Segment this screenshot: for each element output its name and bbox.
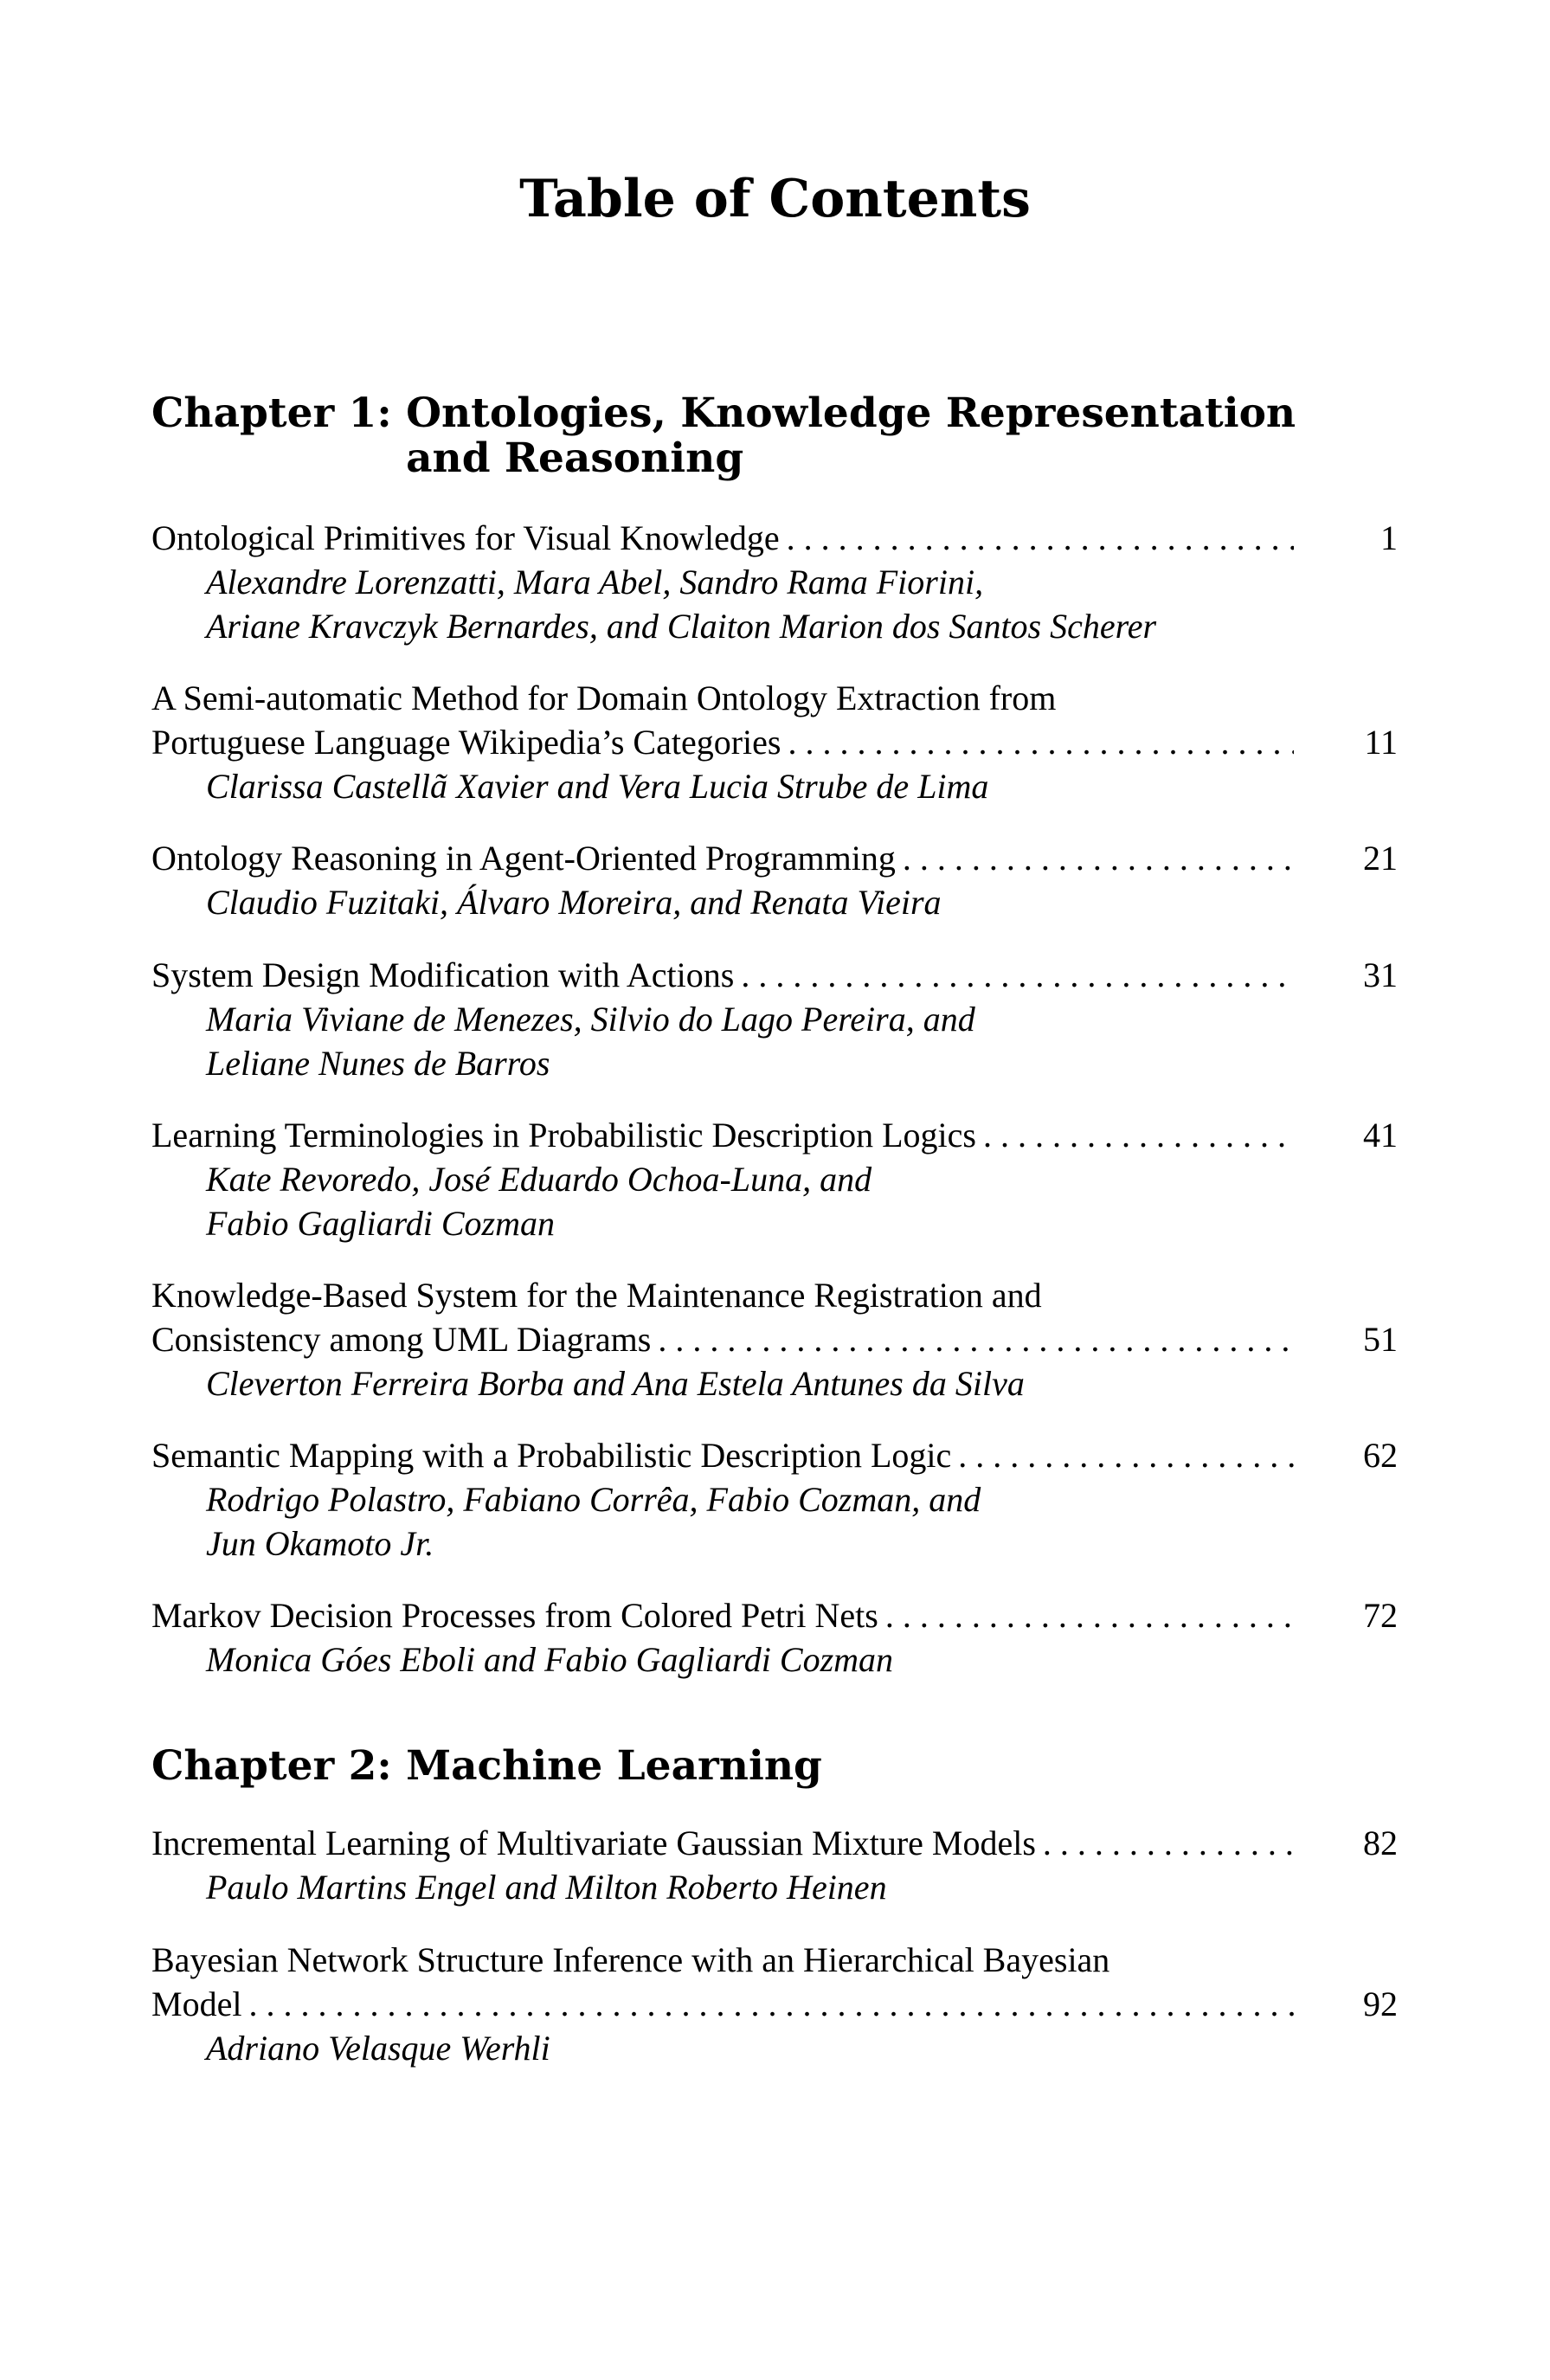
entry-title-line: Consistency among UML Diagrams (151, 1320, 652, 1359)
chapter-heading-text (151, 391, 1406, 481)
entry-authors: Adriano Velasque Werhli (206, 2029, 550, 2068)
entry-authors: Leliane Nunes de Barros (206, 1044, 550, 1083)
entry-title-line: Ontological Primitives for Visual Knowledge (151, 518, 780, 557)
dot-leader (903, 836, 1294, 880)
page-number: 41 (1363, 1116, 1398, 1155)
page-number: 92 (1363, 1984, 1398, 2023)
entry-title-row (151, 1317, 1398, 1361)
page-number: 82 (1363, 1824, 1398, 1862)
entry-title-row (151, 1113, 1398, 1157)
chapter-title-line: and Reasoning (406, 434, 744, 482)
page-number: 21 (1363, 839, 1398, 878)
entry-title-line: Model (151, 1984, 242, 2023)
entry-title-line: Portuguese Language Wikipedia’s Categories (151, 723, 781, 762)
toc-entry[interactable] (151, 1433, 1398, 1566)
page-title: Table of Contents (519, 169, 1031, 229)
dot-leader (788, 720, 1294, 764)
entry-authors: Alexandre Lorenzatti, Mara Abel, Sandro Rama Fiorini, (206, 563, 984, 601)
toc-entry[interactable] (151, 516, 1398, 648)
chapter-title-line: Ontologies, Knowledge Representation (406, 389, 1296, 437)
page-number: 62 (1363, 1436, 1398, 1475)
chapter-heading-text (151, 1744, 1406, 1789)
entry-title-row (151, 1433, 1398, 1477)
entry-title-row (151, 720, 1398, 764)
entry-authors: Cleverton Ferreira Borba and Ana Estela Antunes da Silva (206, 1364, 1025, 1403)
entry-authors: Kate Revoredo, José Eduardo Ochoa-Luna, and (206, 1160, 872, 1199)
chapter-label: Chapter 2: (151, 1742, 407, 1790)
toc-entry[interactable] (151, 953, 1398, 1085)
entry-title-row (151, 516, 1398, 560)
chapter-heading (151, 1744, 1406, 1789)
page-number: 51 (1363, 1320, 1398, 1359)
chapter-title-line: Machine Learning (406, 1742, 822, 1790)
page-number: 31 (1363, 955, 1398, 994)
toc-entry[interactable] (151, 1273, 1398, 1405)
dot-leader (958, 1433, 1294, 1477)
entry-title-line: Markov Decision Processes from Colored Petri Nets (151, 1596, 878, 1635)
dot-leader (885, 1593, 1294, 1637)
dot-leader (658, 1317, 1294, 1361)
toc-entry[interactable] (151, 836, 1398, 924)
entry-title-line: Incremental Learning of Multivariate Gaussian Mixture Models (151, 1824, 1036, 1862)
toc-entry[interactable] (151, 1113, 1398, 1245)
chapter-heading (151, 391, 1406, 481)
entry-title-row (151, 1821, 1398, 1865)
chapter-label: Chapter 1: (151, 389, 407, 437)
entry-authors: Claudio Fuzitaki, Álvaro Moreira, and Renata Vieira (206, 883, 942, 922)
entry-authors: Monica Góes Eboli and Fabio Gagliardi Cozman (206, 1640, 894, 1679)
entry-authors: Fabio Gagliardi Cozman (206, 1204, 555, 1243)
entry-title-row (151, 836, 1398, 880)
entry-title-line: System Design Modification with Actions (151, 955, 735, 994)
dot-leader (741, 953, 1294, 997)
toc-entry[interactable] (151, 676, 1398, 808)
dot-leader (983, 1113, 1294, 1157)
entry-authors: Jun Okamoto Jr. (206, 1524, 434, 1563)
entry-authors: Rodrigo Polastro, Fabiano Corrêa, Fabio Cozman, and (206, 1480, 981, 1519)
entry-authors: Paulo Martins Engel and Milton Roberto Heinen (206, 1868, 887, 1907)
entry-title-row (151, 1593, 1398, 1637)
toc-entry[interactable] (151, 1593, 1398, 1682)
chapter-title (406, 391, 1406, 481)
entry-title-row (151, 1982, 1398, 2026)
entry-title-line: Learning Terminologies in Probabilistic Description Logics (151, 1116, 976, 1155)
toc-entry[interactable] (151, 1938, 1398, 2070)
toc-entry[interactable] (151, 1821, 1398, 1909)
dot-leader (1043, 1821, 1294, 1865)
page-number: 1 (1380, 518, 1398, 557)
page-number: 11 (1364, 723, 1398, 762)
entry-title-row (151, 953, 1398, 997)
entry-title-line: Ontology Reasoning in Agent-Oriented Programming (151, 839, 896, 878)
entry-title-line: Bayesian Network Structure Inference with an Hierarchical Bayesian (151, 1940, 1110, 1979)
chapter-title (406, 1744, 1406, 1789)
dot-leader (787, 516, 1294, 560)
entry-title-line: A Semi-automatic Method for Domain Ontology Extraction from (151, 679, 1057, 717)
entry-title-line: Semantic Mapping with a Probabilistic Description Logic (151, 1436, 952, 1475)
entry-authors: Maria Viviane de Menezes, Silvio do Lago Pereira, and (206, 1000, 975, 1039)
entry-authors: Ariane Kravczyk Bernardes, and Claiton Marion dos Santos Scherer (206, 607, 1157, 646)
entry-authors: Clarissa Castellã Xavier and Vera Lucia Strube de Lima (206, 767, 989, 806)
entry-title-line: Knowledge-Based System for the Maintenance Registration and (151, 1276, 1042, 1315)
page-number: 72 (1363, 1596, 1398, 1635)
dot-leader (248, 1982, 1294, 2026)
